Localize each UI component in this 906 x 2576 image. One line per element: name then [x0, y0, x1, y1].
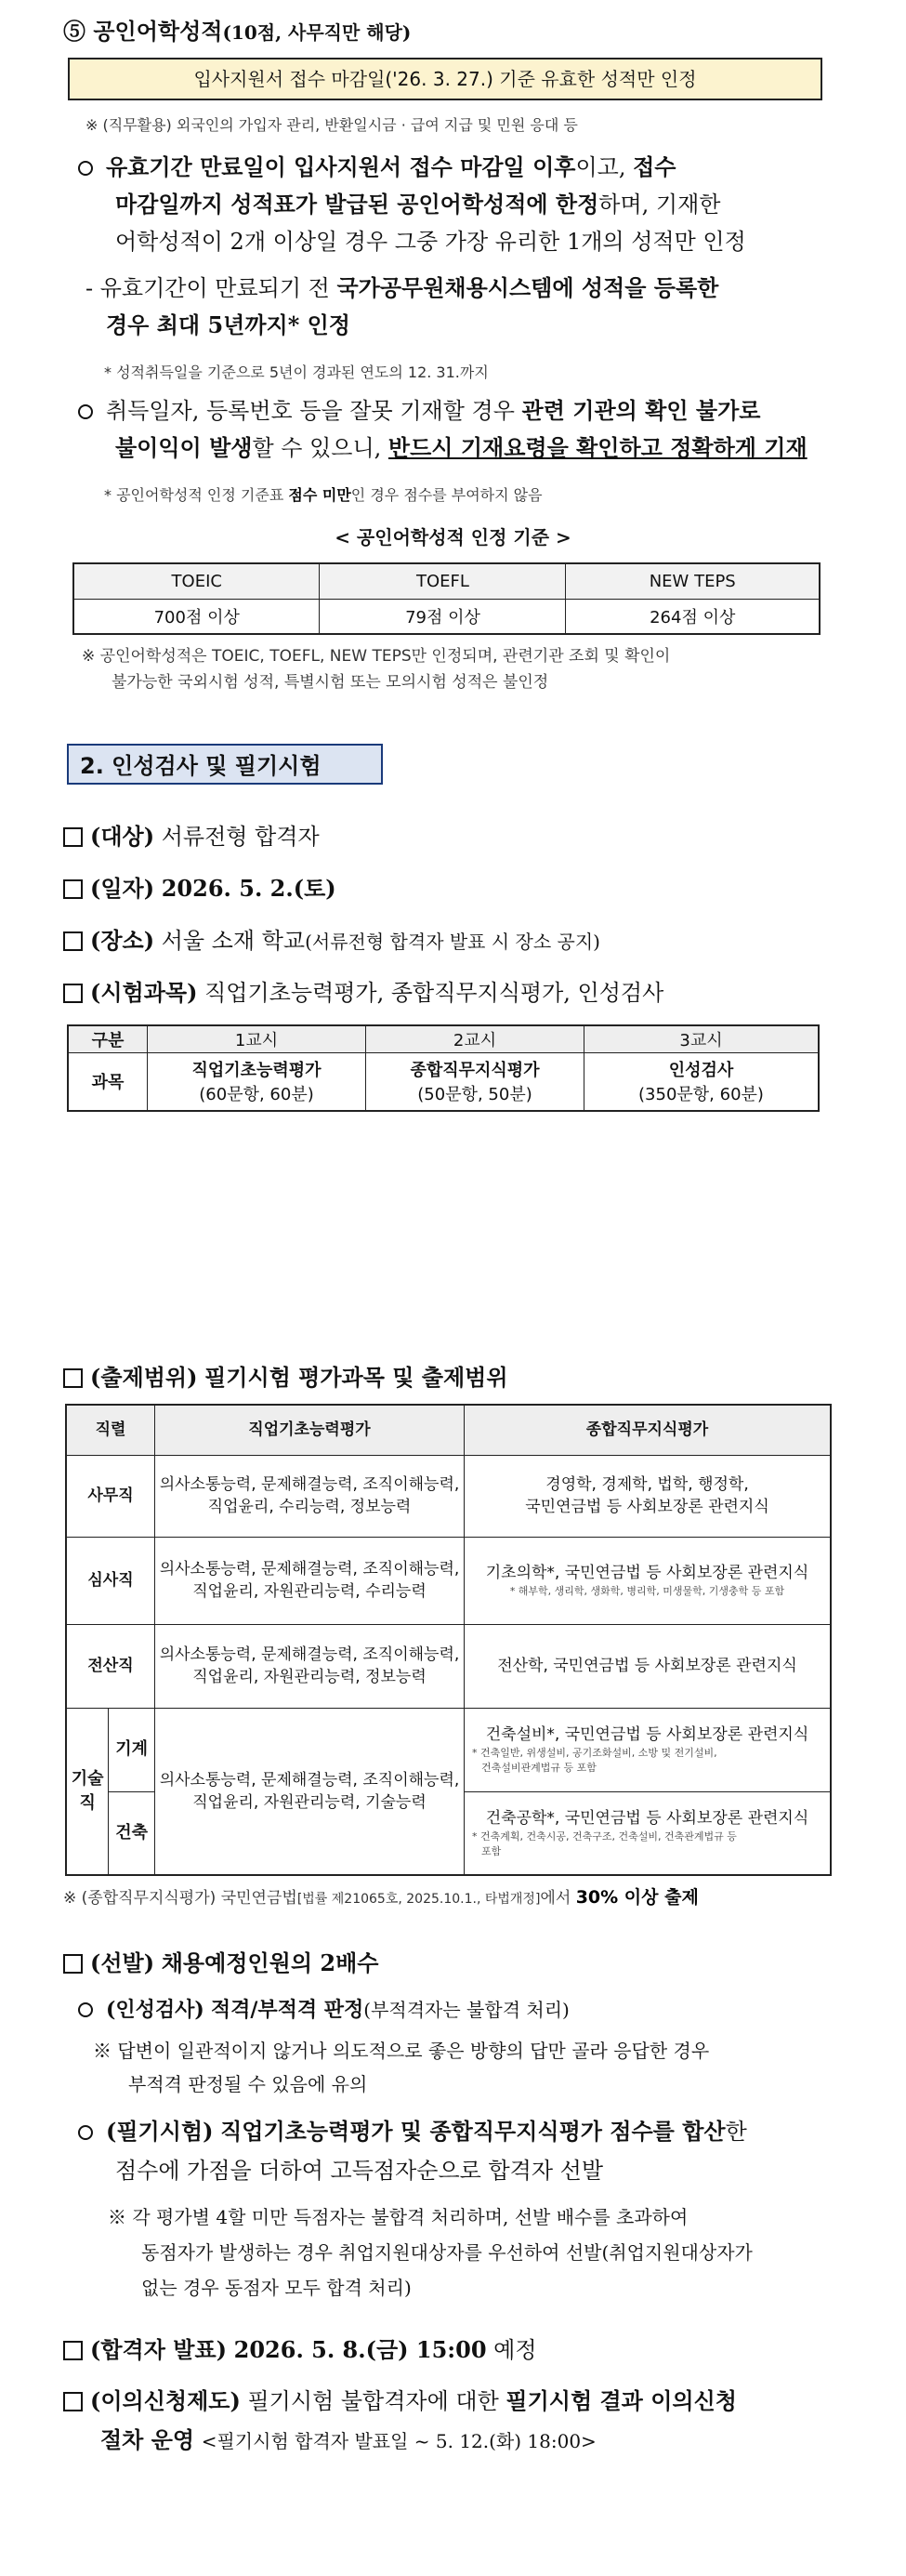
table-row — [66, 1624, 831, 1708]
checkbox-square-icon — [63, 2341, 83, 2360]
table-header-cell: NEW TEPS — [566, 563, 820, 599]
table-cell: 과목 — [68, 1053, 148, 1111]
aptitude-line: (인성검사) 적격/부적격 판정(부적격자는 불합격 처리) — [78, 1994, 570, 2023]
table-row — [66, 1537, 831, 1624]
table-cell: 경영학, 경제학, 법학, 행정학, 국민연금법 등 사회보장론 관련지식 — [465, 1455, 832, 1537]
table-header-row — [66, 1405, 831, 1455]
written-test-paragraph: (필기시험) 직업기초능력평가 및 종합직무지식평가 점수를 합산한 점수에 가점을 더하여 고득점자순으로 합격자 선발 — [78, 2112, 849, 2190]
table-cell: 전산직 — [66, 1624, 155, 1708]
checkbox-square-icon — [63, 2392, 83, 2411]
circle-bullet-icon — [78, 404, 93, 419]
table-cell: 기계 — [109, 1708, 155, 1791]
table-cell: 건축설비*, 국민연금법 등 사회보장론 관련지식 * 건축일반, 위생설비, 공기조화설비, 소방 및 전기설비, 건축설비관계법규 등 포함 — [465, 1708, 832, 1791]
table-cell: 700점 이상 — [73, 599, 320, 634]
checkbox-square-icon — [63, 984, 83, 1003]
five-year-note: * 성적취득일을 기준으로 5년이 경과된 연도의 12. 31.까지 — [104, 363, 489, 381]
checkbox-square-icon — [63, 879, 83, 899]
table-cell: 전산학, 국민연금법 등 사회보장론 관련지식 — [465, 1624, 832, 1708]
circle-bullet-icon — [78, 2002, 93, 2017]
target-row: (대상) 서류전형 합격자 — [63, 818, 320, 851]
written-test-note: ※ 각 평가별 4할 미만 득점자는 불합격 처리하며, 선발 배수를 초과하여 동점자가 발생하는 경우 취업지원대상자를 우선하여 선발(취업지원대상자가 없는 경우 동점자 모두 합격 처리) — [108, 2206, 753, 2299]
section-heading: 2. 인성검사 및 필기시험 — [67, 744, 383, 785]
table-cell: 기초의학*, 국민연금법 등 사회보장론 관련지식 * 해부학, 생리학, 생화학, 병리학, 미생물학, 기생충학 등 포함 — [465, 1537, 832, 1624]
table-header-row — [73, 563, 820, 599]
checkbox-square-icon — [63, 1954, 83, 1974]
selection-heading: (선발) 채용예정인원의 2배수 — [63, 1945, 378, 1977]
table-header-cell: 2교시 — [366, 1025, 584, 1053]
scope-note: ※ (종합직무지식평가) 국민연금법[법률 제21065호, 2025.10.1., 타법개정]에서 30% 이상 출제 — [63, 1887, 699, 1908]
five-year-paragraph: - 유효기간이 만료되기 전 국가공무원채용시스템에 성적을 등록한 경우 최대 5년까지* 인정 — [85, 274, 719, 338]
score-note: * 공인어학성적 인정 기준표 점수 미만인 경우 점수를 부여하지 않음 — [104, 486, 543, 504]
table-cell: 건축 — [109, 1791, 155, 1875]
entry-warning-paragraph: 취득일자, 등록번호 등을 잘못 기재할 경우 관련 기관의 확인 불가로 불이익이 발생할 수 있으니, 반드시 기재요령을 확인하고 정확하게 기재 — [78, 392, 849, 467]
table-header-row — [68, 1025, 819, 1053]
scope-table — [65, 1404, 832, 1876]
table-cell: 기술직 — [66, 1708, 109, 1875]
table-header-cell: 직업기초능력평가 — [155, 1405, 465, 1455]
aptitude-warning: ※ 답변이 일관적이지 않거나 의도적으로 좋은 방향의 답만 골라 응답한 경우 부적격 판정될 수 있음에 유의 — [93, 2040, 710, 2095]
table-cell: 의사소통능력, 문제해결능력, 조직이해능력, 직업윤리, 자원관리능력, 기술능력 — [155, 1708, 465, 1875]
table-cell: 직업기초능력평가 (60문항, 60분) — [148, 1053, 366, 1111]
table-cell: 79점 이상 — [320, 599, 566, 634]
table-cell: 인성검사 (350문항, 60분) — [584, 1053, 820, 1111]
checkbox-square-icon — [63, 931, 83, 951]
table-cell: 건축공학*, 국민연금법 등 사회보장론 관련지식 * 건축계획, 건축시공, 건축구조, 건축설비, 건축관계법규 등 포함 — [465, 1791, 832, 1875]
scope-heading: (출제범위) 필기시험 평가과목 및 출제범위 — [63, 1359, 508, 1392]
table-row — [66, 1708, 831, 1791]
announcement-row: (합격자 발표) 2026. 5. 8.(금) 15:00 예정 — [63, 2332, 537, 2364]
table-row — [68, 1053, 819, 1111]
table-header-cell: 구분 — [68, 1025, 148, 1053]
table-header-cell: 1교시 — [148, 1025, 366, 1053]
language-table-note: ※ 공인어학성적은 TOEIC, TOEFL, NEW TEPS만 인정되며, 관련기관 조회 및 확인이 불가능한 국외시험 성적, 특별시험 또는 모의시험 성적은 불인정 — [82, 647, 671, 692]
table-header-cell: 3교시 — [584, 1025, 820, 1053]
table-row — [66, 1455, 831, 1537]
table-cell: 종합직무지식평가 (50문항, 50분) — [366, 1053, 584, 1111]
table-cell: 사무직 — [66, 1455, 155, 1537]
table-cell: 의사소통능력, 문제해결능력, 조직이해능력, 직업윤리, 자원관리능력, 정보능력 — [155, 1624, 465, 1708]
schedule-table — [67, 1024, 820, 1112]
validity-banner: 입사지원서 접수 마감일('26. 3. 27.) 기준 유효한 성적만 인정 — [68, 58, 822, 100]
table-header-cell: TOEIC — [73, 563, 320, 599]
table-cell: 의사소통능력, 문제해결능력, 조직이해능력, 직업윤리, 수리능력, 정보능력 — [155, 1455, 465, 1537]
table-header-cell: TOEFL — [320, 563, 566, 599]
date-row: (일자) 2026. 5. 2.(토) — [63, 870, 336, 903]
subject-row: (시험과목) 직업기초능력평가, 종합직무지식평가, 인성검사 — [63, 974, 663, 1007]
circle-bullet-icon — [78, 2125, 93, 2140]
validity-paragraph: 유효기간 만료일이 입사지원서 접수 마감일 이후이고, 접수 마감일까지 성적표가 발급된 공인어학성적에 한정하며, 기재한 어학성적이 2개 이상일 경우 그중 가장 유리한 1개의 성적만 인정 — [78, 149, 840, 260]
duty-note: ※ (직무활용) 외국인의 가입자 관리, 반환일시금 · 급여 지급 및 민원 응대 등 — [85, 116, 578, 134]
appeal-paragraph: (이의신청제도) 필기시험 불합격자에 대한 필기시험 결과 이의신청 절차 운영 <필기시험 합격자 발표일 ~ 5. 12.(화) 18:00> — [63, 2382, 862, 2461]
checkbox-square-icon — [63, 827, 83, 847]
table-cell: 심사직 — [66, 1537, 155, 1624]
table-cell: 의사소통능력, 문제해결능력, 조직이해능력, 직업윤리, 자원관리능력, 수리능력 — [155, 1537, 465, 1624]
table-header-cell: 직렬 — [66, 1405, 155, 1455]
language-table — [72, 562, 821, 635]
circle-bullet-icon — [78, 161, 93, 176]
table-header-cell: 종합직무지식평가 — [465, 1405, 832, 1455]
table-cell: 264점 이상 — [566, 599, 820, 634]
place-row: (장소) 서울 소재 학교(서류전형 합격자 발표 시 장소 공지) — [63, 922, 600, 955]
section-title-language: ⑤ 공인어학성적(10점, 사무직만 해당) — [63, 18, 412, 45]
table-row — [73, 599, 820, 634]
checkbox-square-icon — [63, 1368, 83, 1388]
language-table-title: < 공인어학성적 인정 기준 > — [335, 526, 571, 548]
